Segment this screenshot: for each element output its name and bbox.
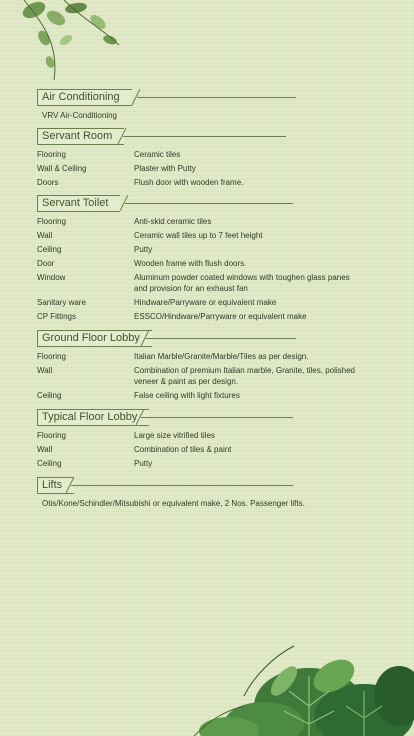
section-lifts [37, 477, 377, 509]
heading-rule [137, 97, 296, 98]
spec-key: Flooring [37, 150, 66, 159]
tropical-leaves-decoration [134, 636, 414, 736]
spec-value: Plaster with Putty [134, 164, 196, 173]
spec-row [37, 311, 377, 322]
spec-key: Doors [37, 178, 59, 187]
spec-value: Italian Marble/Granite/Marble/Tiles as per design. [134, 352, 309, 361]
spec-key: Door [37, 259, 55, 268]
section-heading: Servant Toilet [37, 195, 120, 212]
spec-row [37, 390, 377, 401]
spec-row [37, 365, 377, 387]
spec-key: Wall [37, 366, 53, 375]
spec-value: Wooden frame with flush doors. [134, 259, 247, 268]
spec-row [37, 458, 377, 469]
spec-row [37, 230, 377, 241]
section-heading: Typical Floor Lobby [37, 409, 149, 426]
section-text: Otis/Kone/Schindler/Mitsubishi or equivalent make, 2 Nos. Passenger lifts. [42, 499, 305, 508]
spec-value: Putty [134, 245, 153, 254]
spec-value: ESSCO/Hindware/Parryware or equivalent make [134, 312, 307, 321]
spec-row [37, 444, 377, 455]
spec-key: Wall & Ceiling [37, 164, 87, 173]
spec-row [37, 272, 377, 294]
heading-rule [146, 338, 296, 339]
spec-value: Large size vitrified tiles [134, 431, 215, 440]
heading-rule [71, 485, 293, 486]
spec-row [37, 351, 377, 362]
spec-key: Wall [37, 445, 53, 454]
spec-content [37, 89, 377, 516]
spec-key: Ceiling [37, 459, 62, 468]
spec-value: Ceramic wall tiles up to 7 feet height [134, 231, 263, 240]
section-text: VRV Air-Conditioning [42, 111, 118, 120]
spec-row [37, 430, 377, 441]
spec-value: Ceramic tiles [134, 150, 181, 159]
spec-row [37, 177, 377, 188]
spec-key: Ceiling [37, 391, 62, 400]
section-heading: Servant Room [37, 128, 124, 145]
spec-value: Hindware/Parryware or equivalent make [134, 298, 277, 307]
spec-key: Sanitary ware [37, 298, 86, 307]
heading-rule [123, 136, 286, 137]
spec-key: Flooring [37, 352, 66, 361]
spec-value: Anti-skid ceramic tiles [134, 217, 212, 226]
spec-value: Putty [134, 459, 153, 468]
spec-value: Combination of premium Italian marble, Granite, tiles, polished veneer & paint as per design. [134, 366, 355, 386]
spec-row [37, 149, 377, 160]
spec-value: Aluminum powder coated windows with toughen glass panes and provision for an exhaust fan [134, 273, 350, 293]
section-servant-toilet [37, 195, 377, 322]
section-ground-floor-lobby [37, 330, 377, 401]
section-typical-floor-lobby [37, 409, 377, 469]
spec-row [37, 163, 377, 174]
spec-row [37, 258, 377, 269]
section-heading: Lifts [37, 477, 74, 494]
spec-row [37, 297, 377, 308]
spec-key: Wall [37, 231, 53, 240]
spec-key: Flooring [37, 217, 66, 226]
heading-rule [141, 417, 293, 418]
heading-rule [125, 203, 293, 204]
section-heading: Air Conditioning [37, 89, 132, 106]
spec-value: Combination of tiles & paint [134, 445, 232, 454]
spec-row [37, 216, 377, 227]
section-heading: Ground Floor Lobby [37, 330, 152, 347]
section-air-conditioning [37, 89, 377, 121]
spec-key: Ceiling [37, 245, 62, 254]
spec-value: False ceiling with light fixtures [134, 391, 240, 400]
spec-row [37, 244, 377, 255]
spec-key: Window [37, 273, 66, 282]
leaves-top-decoration [14, 0, 124, 82]
spec-key: CP Fittings [37, 312, 76, 321]
spec-key: Flooring [37, 431, 66, 440]
spec-value: Flush door with wooden frame. [134, 178, 244, 187]
section-servant-room [37, 128, 377, 188]
